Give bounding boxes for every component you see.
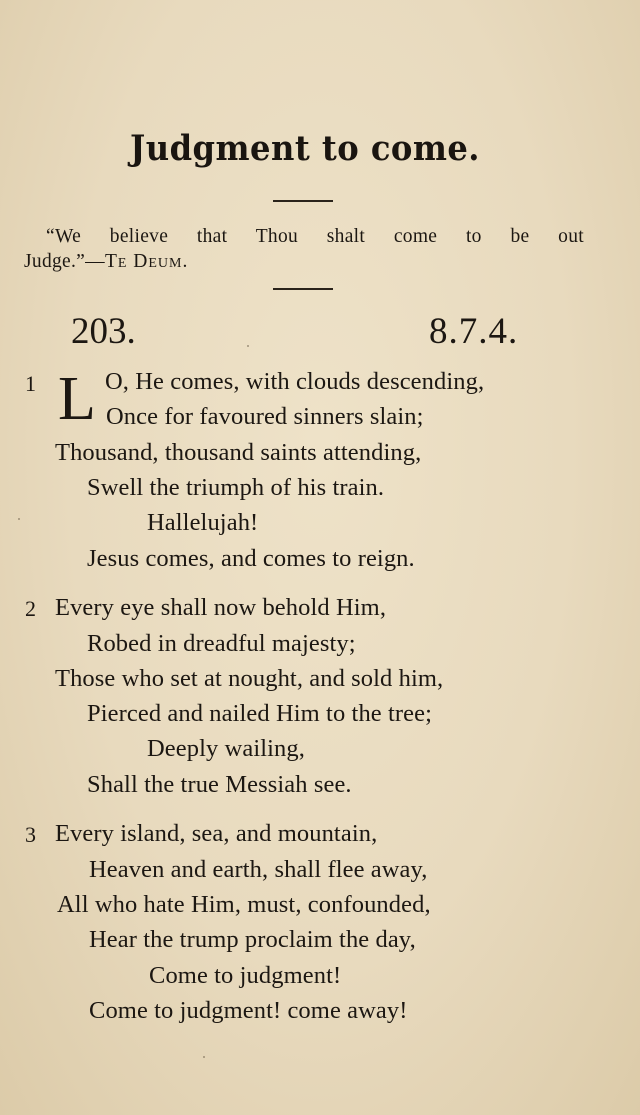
stanza-3-line-5: Come to judgment! (149, 962, 342, 989)
paper-speck (247, 345, 249, 347)
epigraph-divider (273, 288, 333, 290)
stanza-2-line-4: Pierced and nailed Him to the tree; (87, 700, 433, 727)
epigraph-source: Te Deum. (104, 251, 189, 272)
stanza-3-line-2: Heaven and earth, shall flee away, (89, 856, 428, 883)
stanza-1-number: 1 (25, 371, 36, 396)
stanza-1-line-5: Hallelujah! (147, 509, 259, 536)
stanza-3-line-3: All who hate Him, must, confounded, (57, 891, 431, 918)
stanza-1-line-6: Jesus comes, and comes to reign. (87, 545, 415, 572)
epigraph-line-1: “We believe that Thou shalt come to be out (46, 226, 584, 247)
stanza-2-line-3: Those who set at nought, and sold him, (55, 665, 444, 692)
stanza-2-line-5: Deeply wailing, (147, 735, 305, 762)
stanza-1-line-3: Thousand, thousand saints attending, (55, 439, 422, 466)
stanza-2-line-1: Every eye shall now behold Him, (55, 594, 387, 621)
stanza-1-line-2: Once for favoured sinners slain; (106, 403, 424, 430)
epigraph (24, 224, 584, 274)
epigraph-line-2-text: Judge.”— (24, 251, 105, 272)
stanza-1-line-4: Swell the triumph of his train. (87, 474, 385, 501)
stanza-3-line-1: Every island, sea, and mountain, (55, 820, 378, 847)
stanza-3-line-6: Come to judgment! come away! (89, 997, 408, 1024)
paper-speck (18, 518, 20, 520)
stanza-3-line-4: Hear the trump proclaim the day, (89, 926, 416, 953)
stanza-2-line-6: Shall the true Messiah see. (87, 771, 352, 798)
epigraph-line-2 (24, 249, 584, 274)
paper-speck (203, 1056, 205, 1058)
drop-cap: L (58, 365, 96, 433)
stanza-2-line-2: Robed in dreadful majesty; (87, 630, 356, 657)
section-title: Judgment to come. (130, 128, 480, 169)
stanza-2-number: 2 (25, 596, 36, 621)
title-divider (273, 200, 333, 202)
stanza-1-line-1: O, He comes, with clouds descending, (105, 368, 485, 395)
stanza-3-number: 3 (25, 822, 36, 847)
hymn-meter: 8.7.4. (429, 311, 519, 352)
hymn-number: 203. (71, 311, 136, 352)
